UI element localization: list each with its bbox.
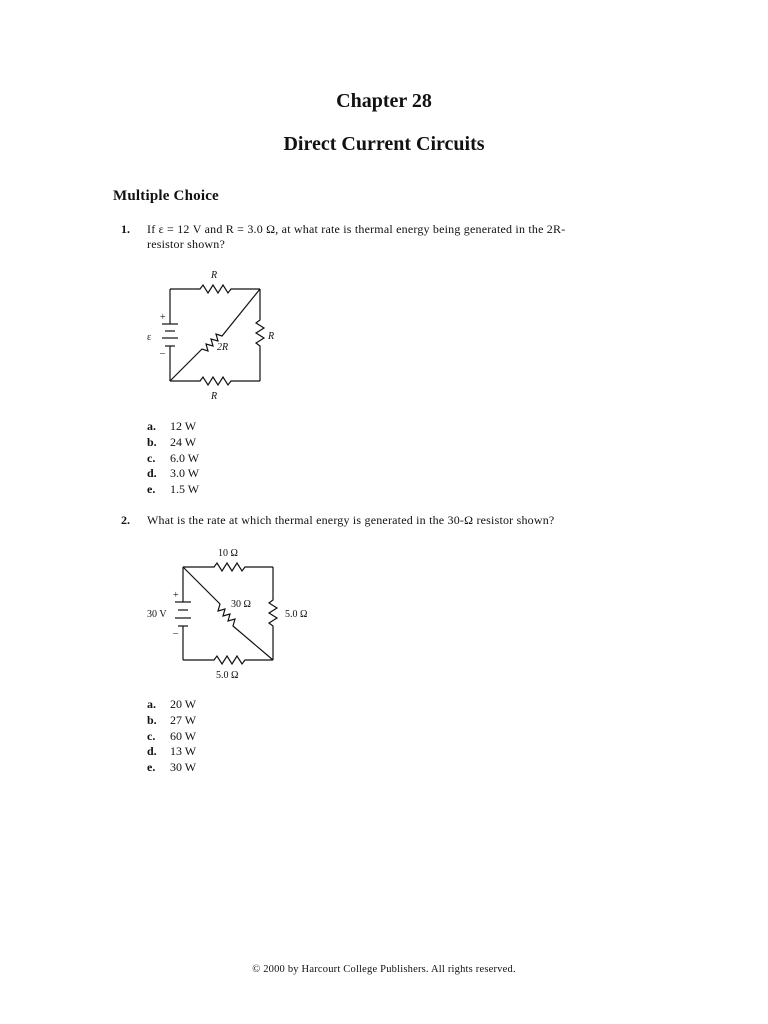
q2-right-resistor [269,567,277,660]
choice-item: a. 20 W [147,697,197,711]
copyright-footer: © 2000 by Harcourt College Publishers. All rights reserved. [252,964,516,975]
question-1-text [147,222,627,252]
q1-right-resistor [256,289,264,381]
chapter-title: Direct Current Circuits [283,133,485,155]
question-1-line-2: resistor shown? [147,237,225,251]
question-1-circuit-diagram [140,262,300,407]
choice-item: a. 12 W [147,419,197,433]
q2-label-top: 10 Ω [218,548,238,559]
question-1-line-1: If ε = 12 V and R = 3.0 Ω, at what rate is thermal energy being generated in the 2R- [147,222,566,236]
choice-item: c. 6.0 W [147,450,200,465]
choice-item: e. 30 W [147,760,197,775]
question-2-choices [147,697,196,776]
choice-item: e. 1.5 W [147,482,200,497]
q2-label-right: 5.0 Ω [285,609,308,620]
q1-label-top: R [211,270,218,281]
q2-diagonal-resistor [183,567,273,660]
q1-plus-sign: + [160,312,166,323]
choice-item: b. 24 W [147,434,197,449]
q2-plus-sign: + [173,590,179,601]
q2-bottom-resistor [183,656,273,664]
q2-top-resistor [183,563,273,571]
question-2-circuit-diagram [140,540,320,685]
q2-label-bottom: 5.0 Ω [216,670,239,681]
section-heading: Multiple Choice [113,188,219,204]
q1-top-resistor [170,285,260,293]
question-1-choices [147,419,199,498]
chapter-number: Chapter 28 [336,90,432,112]
q2-label-diagonal: 30 Ω [231,599,251,610]
q1-label-right: R [268,331,275,342]
question-2-text: What is the rate at which thermal energy is generated in the 30-Ω resistor shown? [147,513,555,527]
question-2-number: 2. [121,513,130,527]
q1-minus-sign: – [160,348,165,359]
question-1-number: 1. [121,222,130,236]
choice-item: d. 3.0 W [147,466,200,481]
q2-label-emf: 30 V [147,609,167,620]
q2-minus-sign: – [173,628,178,639]
q1-bottom-resistor [170,377,260,385]
choice-item: d. 13 W [147,744,197,759]
q1-label-emf: ε [147,332,152,343]
choice-item: c. 60 W [147,728,197,743]
choice-item: b. 27 W [147,712,197,727]
q1-diagonal-resistor [170,289,260,381]
q1-label-bottom: R [211,391,218,402]
q1-label-diagonal: 2R [217,342,229,353]
